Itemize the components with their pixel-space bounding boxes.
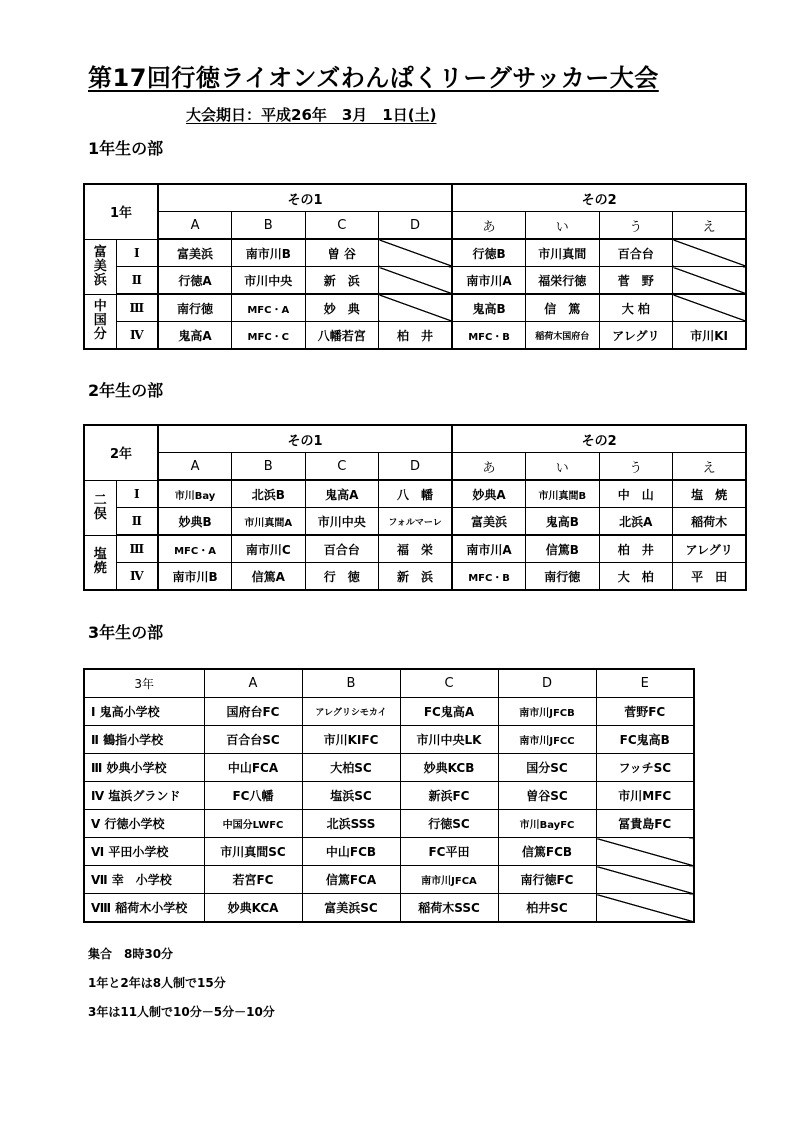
table-row [84, 535, 746, 563]
team-cell: 富美浜 [158, 239, 232, 267]
team-cell: 塩 焼 [673, 480, 747, 508]
venue-label [84, 480, 116, 535]
team-cell: 曽谷SC [498, 782, 596, 810]
team-cell: 冨貴島FC [596, 810, 694, 838]
grade-label: 2年 [84, 425, 158, 480]
team-cell: 南市川B [232, 239, 306, 267]
empty-slot [379, 239, 453, 267]
team-cell: 百合台 [305, 535, 379, 563]
team-cell: FC平田 [400, 838, 498, 866]
grade3-table [83, 668, 695, 923]
column-header: う [599, 212, 673, 240]
court-number: Ⅲ [116, 535, 158, 563]
team-cell: 曽 谷 [305, 239, 379, 267]
column-header: A [204, 669, 302, 698]
court-number: Ⅲ [116, 294, 158, 322]
team-cell: 若宮FC [204, 866, 302, 894]
page-title: 第17回行徳ライオンズわんぱくリーグサッカー大会 [88, 64, 659, 92]
grade2-table [83, 424, 747, 591]
note-assembly: 集合 8時30分 [88, 947, 174, 961]
group-header-2: その2 [452, 184, 746, 212]
school-name: Ⅴ 行徳小学校 [84, 810, 204, 838]
team-cell: 南市川A [452, 535, 526, 563]
team-cell: 市川Bay [158, 480, 232, 508]
column-header: A [158, 453, 232, 481]
empty-slot [673, 294, 747, 322]
column-header: う [599, 453, 673, 481]
team-cell: 福 栄 [379, 535, 453, 563]
team-cell: MFC・C [232, 322, 306, 350]
column-header: あ [452, 212, 526, 240]
team-cell: アレグリ [673, 535, 747, 563]
notes [88, 940, 275, 1027]
team-cell: 市川中央 [305, 508, 379, 536]
column-header: い [526, 212, 600, 240]
venue-char: 俣 [93, 506, 107, 522]
table-row [84, 480, 746, 508]
team-cell: 市川KI [673, 322, 747, 350]
table-row [84, 894, 694, 923]
team-cell: 市川中央 [232, 267, 306, 295]
table-row [84, 810, 694, 838]
team-cell: 北浜A [599, 508, 673, 536]
empty-slot [379, 267, 453, 295]
team-cell: 市川真間B [526, 480, 600, 508]
table-row [84, 239, 746, 267]
school-name: Ⅳ 塩浜グランド [84, 782, 204, 810]
team-cell: 中山FCB [302, 838, 400, 866]
team-cell: 菅 野 [599, 267, 673, 295]
team-cell: 八幡若宮 [305, 322, 379, 350]
column-header: C [400, 669, 498, 698]
team-cell: 市川中央LK [400, 726, 498, 754]
note-grade3-format: 3年は11人制で10分－5分－10分 [88, 1005, 275, 1019]
column-header: D [498, 669, 596, 698]
team-cell: 柏井SC [498, 894, 596, 923]
team-cell: 中山FCA [204, 754, 302, 782]
school-name: Ⅷ 稲荷木小学校 [84, 894, 204, 923]
group-header-2: その2 [452, 425, 746, 453]
team-cell: 市川KIFC [302, 726, 400, 754]
team-cell: 市川真間 [526, 239, 600, 267]
table-row [84, 267, 746, 295]
table-row [84, 294, 746, 322]
venue-label [84, 294, 116, 349]
team-cell: 妙典B [158, 508, 232, 536]
court-number: Ⅰ [116, 480, 158, 508]
team-cell: 富美浜SC [302, 894, 400, 923]
court-number: Ⅳ [116, 563, 158, 591]
venue-label [84, 535, 116, 590]
column-header: C [305, 453, 379, 481]
column-header: い [526, 453, 600, 481]
team-cell: 市川真間SC [204, 838, 302, 866]
venue-char: 国 [93, 313, 107, 329]
team-cell: アレグリ [599, 322, 673, 350]
column-header: え [673, 453, 747, 481]
team-cell: 市川MFC [596, 782, 694, 810]
group-header-1: その1 [158, 184, 452, 212]
team-cell: MFC・A [158, 535, 232, 563]
team-cell: 北浜B [232, 480, 306, 508]
table-row [84, 698, 694, 726]
table-row [84, 838, 694, 866]
school-name: Ⅱ 鶴指小学校 [84, 726, 204, 754]
team-cell: 平 田 [673, 563, 747, 591]
column-header: え [673, 212, 747, 240]
empty-slot [379, 294, 453, 322]
team-cell: 国分SC [498, 754, 596, 782]
venue-char: 塩 [93, 547, 107, 563]
column-header: A [158, 212, 232, 240]
team-cell: 大 柏 [599, 294, 673, 322]
table-row [84, 508, 746, 536]
team-cell: 国府台FC [204, 698, 302, 726]
team-cell: 市川BayFC [498, 810, 596, 838]
team-cell: 行徳SC [400, 810, 498, 838]
school-name: Ⅲ 妙典小学校 [84, 754, 204, 782]
school-name: Ⅵ 平田小学校 [84, 838, 204, 866]
team-cell: 南市川JFCA [400, 866, 498, 894]
venue-char: 美 [93, 258, 107, 274]
event-date: 大会期日：平成26年 3月 1日(土) [186, 106, 437, 124]
team-cell: 信 篤 [526, 294, 600, 322]
venue-char: 二 [93, 492, 107, 508]
team-cell: 南市川B [158, 563, 232, 591]
empty-slot [596, 894, 694, 923]
court-number: Ⅱ [116, 267, 158, 295]
team-cell: 鬼高A [158, 322, 232, 350]
table-row [84, 782, 694, 810]
team-cell: 中 山 [599, 480, 673, 508]
team-cell: FC八幡 [204, 782, 302, 810]
column-header: D [379, 453, 453, 481]
team-cell: 新 浜 [379, 563, 453, 591]
team-cell: 新浜FC [400, 782, 498, 810]
team-cell: 福栄行徳 [526, 267, 600, 295]
team-cell: FC鬼高B [596, 726, 694, 754]
team-cell: 信篤FCA [302, 866, 400, 894]
venue-label [84, 239, 116, 294]
table-row [84, 726, 694, 754]
team-cell: 行徳B [452, 239, 526, 267]
venue-char: 浜 [93, 272, 107, 288]
column-header: あ [452, 453, 526, 481]
table-row [84, 866, 694, 894]
team-cell: 南市川JFCB [498, 698, 596, 726]
header-row [84, 669, 694, 698]
team-cell: 信篤A [232, 563, 306, 591]
team-cell: 南行徳 [158, 294, 232, 322]
court-number: Ⅳ [116, 322, 158, 350]
team-cell: 南市川A [452, 267, 526, 295]
team-cell: 鬼高B [452, 294, 526, 322]
team-cell: 稲荷木SSC [400, 894, 498, 923]
team-cell: 大 柏 [599, 563, 673, 591]
team-cell: 鬼高A [305, 480, 379, 508]
team-cell: 行 徳 [305, 563, 379, 591]
table-row [84, 563, 746, 591]
team-cell: 稲荷木国府台 [526, 322, 600, 350]
team-cell: 行徳A [158, 267, 232, 295]
team-cell: 富美浜 [452, 508, 526, 536]
venue-char: 中 [93, 299, 107, 315]
note-grade12-format: 1年と2年は8人制で15分 [88, 976, 226, 990]
column-header: B [232, 212, 306, 240]
team-cell: 信篤B [526, 535, 600, 563]
team-cell: MFC・A [232, 294, 306, 322]
team-cell: 市川真間A [232, 508, 306, 536]
section-title-grade2: 2年生の部 [88, 381, 164, 400]
venue-char: 富 [93, 244, 107, 260]
column-header: D [379, 212, 453, 240]
team-cell: 柏 井 [379, 322, 453, 350]
empty-slot [596, 866, 694, 894]
venue-char: 焼 [93, 561, 107, 577]
team-cell: 大柏SC [302, 754, 400, 782]
team-cell: 百合台 [599, 239, 673, 267]
team-cell: フッチSC [596, 754, 694, 782]
team-cell: 妙典A [452, 480, 526, 508]
team-cell: 塩浜SC [302, 782, 400, 810]
grade1-table [83, 183, 747, 350]
team-cell: 新 浜 [305, 267, 379, 295]
team-cell: 稲荷木 [673, 508, 747, 536]
team-cell: 南市川JFCC [498, 726, 596, 754]
team-cell: 八 幡 [379, 480, 453, 508]
column-header: E [596, 669, 694, 698]
team-cell: 柏 井 [599, 535, 673, 563]
section-title-grade3: 3年生の部 [88, 623, 164, 642]
grade-label: 1年 [84, 184, 158, 239]
empty-slot [596, 838, 694, 866]
team-cell: 信篤FCB [498, 838, 596, 866]
team-cell: 妙典KCA [204, 894, 302, 923]
team-cell: 妙 典 [305, 294, 379, 322]
team-cell: MFC・B [452, 322, 526, 350]
school-name: Ⅶ 幸 小学校 [84, 866, 204, 894]
team-cell: 妙典KCB [400, 754, 498, 782]
team-cell: FC鬼高A [400, 698, 498, 726]
team-cell: 北浜SSS [302, 810, 400, 838]
court-number: Ⅱ [116, 508, 158, 536]
table-row [84, 754, 694, 782]
team-cell: 菅野FC [596, 698, 694, 726]
team-cell: 南行徳 [526, 563, 600, 591]
team-cell: MFC・B [452, 563, 526, 591]
column-header: C [305, 212, 379, 240]
court-number: Ⅰ [116, 239, 158, 267]
section-title-grade1: 1年生の部 [88, 139, 164, 158]
empty-slot [673, 239, 747, 267]
group-header-1: その1 [158, 425, 452, 453]
team-cell: 百合台SC [204, 726, 302, 754]
team-cell: フォルマーレ [379, 508, 453, 536]
team-cell: アレグリシモカイ [302, 698, 400, 726]
venue-char: 分 [93, 327, 107, 343]
school-name: Ⅰ 鬼高小学校 [84, 698, 204, 726]
column-header: B [302, 669, 400, 698]
team-cell: 鬼高B [526, 508, 600, 536]
empty-slot [673, 267, 747, 295]
team-cell: 南行徳FC [498, 866, 596, 894]
team-cell: 南市川C [232, 535, 306, 563]
column-header: B [232, 453, 306, 481]
team-cell: 中国分LWFC [204, 810, 302, 838]
grade-label: 3年 [84, 669, 204, 698]
table-row [84, 322, 746, 350]
